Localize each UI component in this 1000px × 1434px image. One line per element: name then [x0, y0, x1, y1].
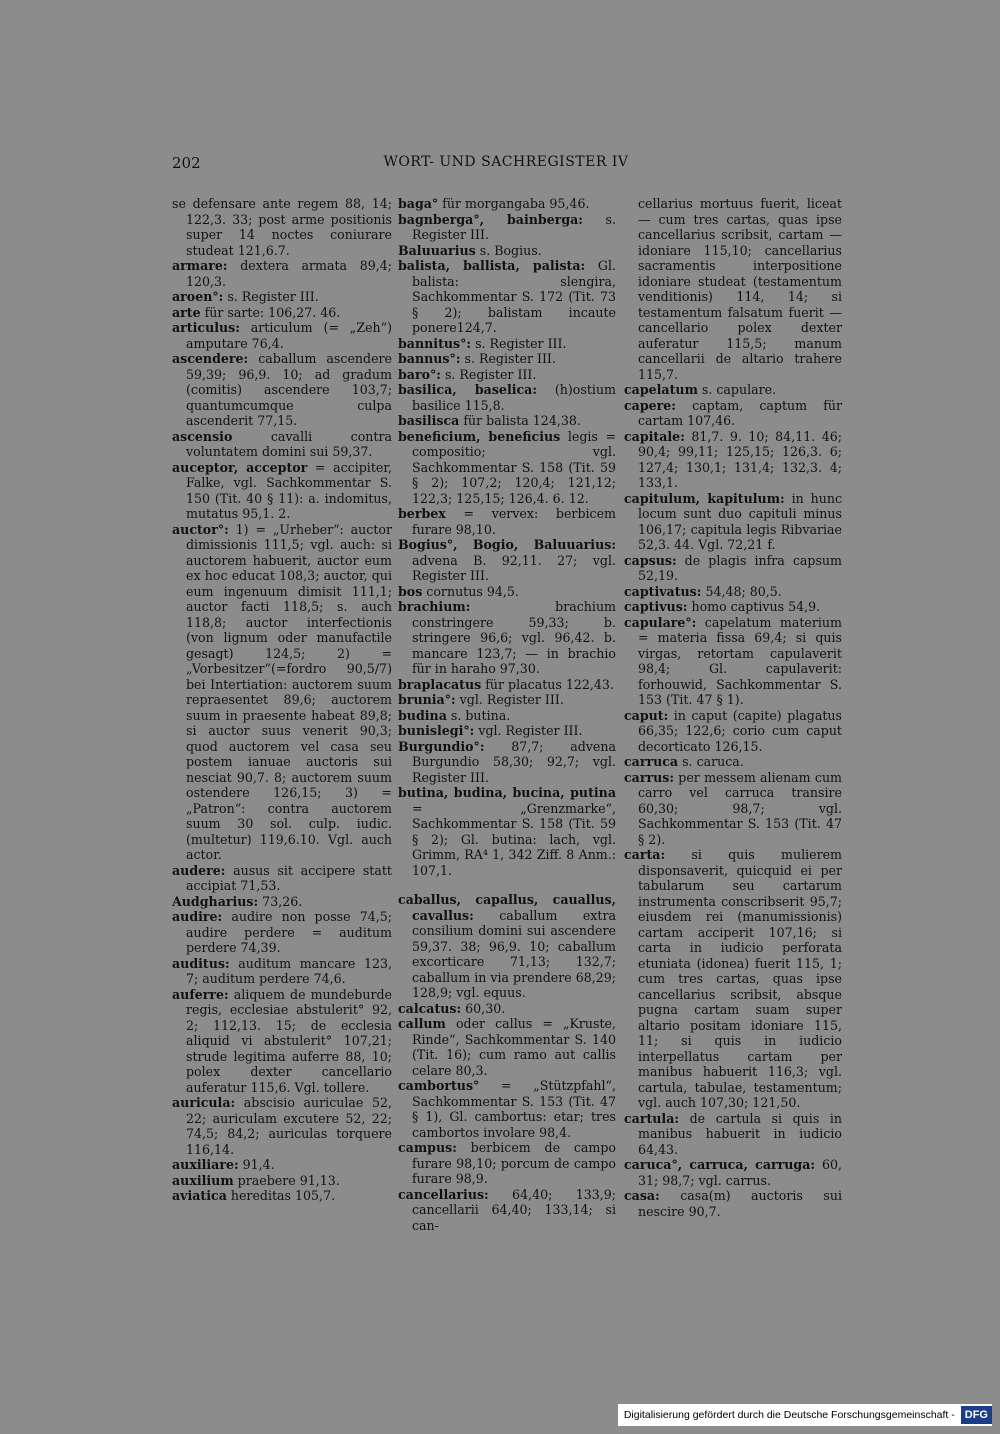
- entry-headword: carruca: [624, 754, 679, 769]
- entry-text: se defensare ante regem 88, 14; 122,3. 33; post arme positionis super 14 noctes coniurare studeat 121,6.7.: [172, 196, 392, 258]
- index-entry: [398, 367, 616, 383]
- entry-headword: caput:: [624, 707, 669, 723]
- entry-text: Gl. balista: slengira, Sachkommentar S. 172 (Tit. 73 § 2); balistam incaute ponere124,7.: [412, 258, 616, 335]
- index-entry: [172, 956, 392, 987]
- entry-text: casa(m) auctoris sui nescire 90,7.: [638, 1188, 842, 1219]
- index-entry: [398, 723, 616, 739]
- index-entry: [398, 413, 616, 429]
- entry-text: advena B. 92,11. 27; vgl. Register III.: [412, 552, 616, 583]
- running-title: WORT- UND SACHREGISTER IV: [383, 154, 629, 170]
- index-entry: [398, 708, 616, 724]
- index-entry: [172, 289, 392, 305]
- entry-text: capelatum materium = materia fissa 69,4; si quis virgas, retortam capulaverit 98,4; Gl. capulaverit: forhouwid, Sachkommentar S. 153 (Tit. 47 § 1).: [638, 614, 842, 707]
- index-entry: [172, 429, 392, 460]
- entry-text: für balista 124,38.: [459, 413, 581, 428]
- entry-text: si quis mulierem disponsaverit, quicquid ei per tabularum seu cartarum instrumenta conscribserit 95,7; eiusdem rei (manumissionis) cartam acciperit 107,16; si carta in iudicio perforata etuniata (idonea) fuerit 115, 1; cum tres cartas, quas ipse cancellarius scribsit, absque pugna cartam suam super altario positam idoniare 115, 11; si quis in iudicio interpellatus cartam per manibus habuerit 116,3; vgl. cartula, tabulae, testamentum; vgl. auch 107,30; 121,50.: [638, 847, 842, 1110]
- entry-text: cavalli contra voluntatem domini sui 59,37.: [186, 428, 392, 459]
- index-entry: [398, 258, 616, 336]
- entry-headword: callum: [398, 1016, 446, 1031]
- index-entry: [398, 537, 616, 584]
- entry-text: vgl. Register III.: [455, 692, 564, 707]
- entry-text: s. Bogius.: [475, 242, 542, 258]
- entry-text: dextera armata 89,4; 120,3.: [186, 258, 392, 289]
- index-column-1: [172, 196, 392, 1204]
- entry-text: s. butina.: [446, 707, 511, 723]
- entry-headword: Baluuarius: [398, 242, 476, 258]
- entry-text: s. Register III.: [412, 211, 616, 242]
- footer-text: Digitalisierung gefördert durch die Deutsche Forschungsgemeinschaft -: [623, 1409, 955, 1421]
- entry-headword: captivus:: [624, 599, 688, 614]
- entry-headword: aroen°:: [172, 289, 224, 304]
- entry-headword: bos: [398, 583, 423, 599]
- entry-headword: braplacatus: [398, 676, 482, 692]
- entry-text: = vervex: berbicem furare 98,10.: [412, 506, 616, 537]
- index-entry: [398, 1187, 616, 1234]
- entry-headword: ascendere:: [172, 351, 249, 366]
- entry-headword: brachium:: [398, 599, 471, 614]
- index-entry: [172, 1173, 392, 1189]
- section-gap: [398, 878, 616, 892]
- entry-headword: audire:: [172, 909, 223, 924]
- index-entry: [624, 708, 842, 755]
- entry-text: homo captivus 54,9.: [687, 599, 821, 614]
- digitization-footer: [618, 1404, 992, 1426]
- entry-headword: Audgharius:: [172, 893, 259, 909]
- entry-text: 91,4.: [238, 1157, 275, 1172]
- entry-text: in caput (capite) plagatus 66,35; 122,6; corio cum caput decorticato 126,15.: [638, 707, 842, 754]
- index-entry: [624, 599, 842, 615]
- entry-text: berbicem de campo furare 98,10; porcum de campo furare 98,9.: [412, 1140, 616, 1186]
- entry-headword: arte: [172, 304, 201, 320]
- index-entry: [624, 615, 842, 708]
- entry-headword: capulare°:: [624, 614, 697, 630]
- dfg-logo: DFG: [961, 1406, 992, 1424]
- entry-headword: baro°:: [398, 366, 441, 382]
- entry-text: auditum mancare 123, 7; auditum perdere 74,6.: [186, 955, 392, 986]
- entry-headword: auditus:: [172, 955, 230, 971]
- entry-headword: armare:: [172, 258, 228, 273]
- index-entry: [398, 351, 616, 367]
- index-entry: [398, 1078, 616, 1140]
- index-entry: [398, 739, 616, 786]
- index-entry: [172, 863, 392, 894]
- entry-headword: cancellarius:: [398, 1186, 489, 1202]
- entry-text: 54,48; 80,5.: [701, 583, 782, 599]
- index-entry: [624, 847, 842, 1111]
- entry-text: ausus sit accipere statt accipiat 71,53.: [186, 862, 392, 893]
- entry-text: vgl. Register III.: [474, 723, 583, 738]
- entry-headword: baga°: [398, 196, 439, 211]
- entry-text: captam, captum für cartam 107,46.: [638, 397, 842, 428]
- entry-text: de cartula si quis in manibus habuerit in iudicio 64,43.: [638, 1110, 842, 1157]
- entry-text: cornutus 94,5.: [422, 583, 519, 599]
- entry-text: in hunc locum sunt duo capituli minus 106,17; capitula legis Ribvariae 52,3. 44. Vgl. 72,21 f.: [638, 490, 842, 552]
- index-entry: [172, 305, 392, 321]
- entry-headword: capere:: [624, 397, 676, 413]
- index-entry: [624, 429, 842, 491]
- index-entry: [172, 460, 392, 522]
- index-entry: [624, 382, 842, 398]
- entry-text: = accipiter, Falke, vgl. Sachkommentar S. 150 (Tit. 40 § 11): a. indomitus, mutatus 95,1. 2.: [186, 459, 392, 521]
- entry-headword: beneficium, beneficius: [398, 428, 561, 444]
- entry-headword: ascensio: [172, 428, 233, 444]
- index-entry: [624, 754, 842, 770]
- entry-text: legis = compositio; vgl. Sachkommentar S. 158 (Tit. 59 § 2); 107,2; 120,4; 121,12; 122,3; 125,15; 126,4. 6. 12.: [412, 428, 616, 506]
- page-header: [172, 154, 840, 178]
- entry-text: = „Stützpfahl“, Sachkommentar S. 153 (Tit. 47 § 1), Gl. cambortus: etar; tres cambortos involare 98,4.: [412, 1078, 616, 1140]
- entry-text: audire non posse 74,5; audire perdere = auditum perdere 74,39.: [186, 909, 392, 955]
- entry-headword: Bogius°, Bogio, Baluuarius:: [398, 537, 616, 552]
- entry-headword: Burgundio°:: [398, 738, 485, 754]
- index-entry: [624, 1188, 842, 1219]
- entry-headword: auxiliare:: [172, 1157, 239, 1172]
- entry-headword: butina, budina, bucina, putina: [398, 785, 616, 800]
- index-entry: [172, 196, 392, 258]
- index-entry: [172, 320, 392, 351]
- entry-headword: audere:: [172, 862, 226, 878]
- entry-headword: auxilium: [172, 1172, 234, 1188]
- entry-headword: basilisca: [398, 413, 460, 428]
- index-entry: [624, 770, 842, 848]
- entry-headword: capsus:: [624, 552, 677, 568]
- entry-text: brachium constringere 59,33; b. stringere 96,6; vgl. 96,42. b. mancare 123,7; — in brachio für in haraho 97,30.: [412, 599, 616, 676]
- entry-headword: auctor°:: [172, 521, 229, 537]
- index-entry: [172, 351, 392, 429]
- index-entry: [172, 1095, 392, 1157]
- entry-text: de plagis infra capsum 52,19.: [638, 552, 842, 583]
- index-entry: [398, 429, 616, 507]
- entry-text: 64,40; 133,9; cancellarii 64,40; 133,14; si can-: [412, 1186, 616, 1233]
- entry-headword: auferre:: [172, 986, 229, 1002]
- entry-text: 60,30.: [461, 1000, 506, 1016]
- entry-text: 60, 31; 98,7; vgl. carrus.: [638, 1157, 842, 1188]
- entry-text: hereditas 105,7.: [226, 1188, 336, 1203]
- entry-text: oder callus = „Kruste, Rinde“, Sachkommentar S. 140 (Tit. 16); cum ramo aut callis celare 80,3.: [412, 1016, 616, 1078]
- index-entry: [398, 785, 616, 878]
- entry-text: praebere 91,13.: [233, 1172, 340, 1188]
- index-entry: [398, 382, 616, 413]
- entry-text: s. Register III.: [460, 351, 556, 366]
- index-entry: [172, 894, 392, 910]
- index-entry: [398, 599, 616, 677]
- entry-text: articulum (= „Zeh“) amputare 76,4.: [186, 320, 392, 351]
- entry-headword: auceptor, acceptor: [172, 459, 308, 475]
- entry-text: 81,7. 9. 10; 84,11. 46; 90,4; 99,11; 125,15; 126,3. 6; 127,4; 130,1; 131,4; 132,3. 4; 133,1.: [638, 428, 842, 490]
- index-entry: [398, 212, 616, 243]
- index-entry: [398, 892, 616, 1001]
- entry-headword: caruca°, carruca, carruga:: [624, 1157, 816, 1172]
- entry-text: s. Register III.: [471, 335, 567, 351]
- entry-headword: basilica, baselica:: [398, 382, 537, 397]
- entry-headword: bannus°:: [398, 351, 461, 366]
- entry-headword: bunislegi°:: [398, 723, 475, 738]
- entry-text: cellarius mortuus fuerit, liceat — cum tres cartas, quas ipse cancellarius scribsit, cartam — idoniare 115,10; cancellarius sacramentis interpositione idoniare studeat (testamentum venditionis) 114, 14; si testamentum falsatum fuerit — cancellario polex dexter auferatur 115,5; manum cancellarii de altario trahere 115,7.: [638, 196, 842, 382]
- index-entry: [624, 584, 842, 600]
- index-entry: [398, 584, 616, 600]
- entry-text: für placatus 122,43.: [481, 676, 614, 692]
- entry-headword: auricula:: [172, 1095, 236, 1110]
- entry-headword: campus:: [398, 1140, 457, 1155]
- index-column-3: [624, 196, 842, 1219]
- entry-text: caballum ascendere 59,39; 96,9. 10; ad gradum (comitis) ascendere 103,7; quantumcumque culpa ascenderit 77,15.: [186, 351, 392, 428]
- entry-headword: articulus:: [172, 320, 240, 335]
- index-entry: [398, 336, 616, 352]
- entry-headword: berbex: [398, 506, 446, 521]
- entry-text: s. Register III.: [440, 366, 537, 382]
- entry-headword: casa:: [624, 1188, 660, 1203]
- entry-text: (h)ostium basilice 115,8.: [412, 382, 616, 413]
- index-entry: [398, 1016, 616, 1078]
- index-column-2: [398, 196, 616, 1233]
- entry-headword: capelatum: [624, 382, 698, 397]
- entry-headword: brunia°:: [398, 692, 456, 707]
- index-entry: [624, 196, 842, 382]
- index-entry: [624, 553, 842, 584]
- entry-headword: bagnberga°, bainberga:: [398, 211, 583, 227]
- entry-headword: captivatus:: [624, 583, 702, 599]
- entry-headword: budina: [398, 707, 447, 723]
- index-entry: [624, 1111, 842, 1158]
- entry-text: für morgangaba 95,46.: [438, 196, 590, 211]
- page-number: 202: [172, 154, 201, 172]
- index-entry: [172, 987, 392, 1096]
- entry-headword: capitulum, kapitulum:: [624, 490, 785, 506]
- index-entry: [398, 196, 616, 212]
- entry-text: aliquem de mundeburde regis, ecclesiae abstulerit° 92, 2; 112,13. 15; de ecclesia aliquid vi abstulerit° 107,21; strude legitima auferre 88, 10; polex dexter cancellario auferatur 115,6. Vgl. tollere.: [186, 986, 392, 1095]
- entry-text: per messem alienam cum carro vel carruca transire 60,30; 98,7; vgl. Sachkommentar S. 153 (Tit. 47 § 2).: [638, 769, 842, 847]
- index-entry: [398, 1140, 616, 1187]
- entry-text: s. Register III.: [223, 289, 319, 304]
- entry-headword: aviatica: [172, 1188, 227, 1203]
- entry-text: 1) = „Urheber“: auctor dimissionis 111,5; vgl. auch: si auctorem habuerit, auctor eum ex hoc educat 108,3; auctor, qui eum ingenuum dimisit 111,1; auctor facti 118,5; s. auch 118,8; auctor interfectionis (von lignum oder manufactile gesagt) 124,5; 2) = „Vorbesitzer“(=fordro 90,5/7) bei Intertiation: auctorem suum repraesentet 89,6; auctorem suum in praesente habeat 89,8; si auctor suus venerit 90,3; quod auctorem vel casa seu postem ianuae auctoris sui nesciat 90,7. 8; auctorem suum ostendere 126,15; 3) = „Patron“: contra auctorem suum 30 sol. culp. iudic. (multetur) 119,6.10. Vgl. auch actor.: [186, 521, 392, 862]
- index-entry: [624, 1157, 842, 1188]
- index-entry: [398, 243, 616, 259]
- entry-headword: capitale:: [624, 428, 685, 444]
- entry-text: abscisio auriculae 52, 22; auriculam excutere 52, 22; 74,5; 84,2; auriculas torquere 116,14.: [186, 1095, 392, 1157]
- entry-headword: carta:: [624, 847, 666, 862]
- index-entry: [172, 522, 392, 863]
- entry-headword: cambortus°: [398, 1078, 480, 1093]
- entry-text: 73,26.: [258, 893, 303, 909]
- entry-headword: carrus:: [624, 769, 674, 785]
- entry-headword: caballus, capallus, cauallus, cavallus:: [398, 892, 616, 923]
- entry-headword: calcatus:: [398, 1000, 462, 1016]
- entry-headword: bannitus°:: [398, 335, 472, 351]
- entry-text: 87,7; advena Burgundio 58,30; 92,7; vgl. Register III.: [412, 738, 616, 785]
- index-entry: [172, 909, 392, 956]
- entry-text: für sarte: 106,27. 46.: [200, 304, 341, 320]
- index-entry: [398, 677, 616, 693]
- entry-headword: cartula:: [624, 1110, 680, 1126]
- index-entry: [172, 1188, 392, 1204]
- entry-text: caballum extra consilium domini sui ascendere 59,37. 38; 96,9. 10; caballum excorticare 71,13; 132,7; caballum in via prendere 68,29; 128,9; vgl. equus.: [412, 907, 616, 1000]
- index-entry: [624, 398, 842, 429]
- entry-text: s. capulare.: [697, 382, 777, 397]
- entry-headword: balista, ballista, palista:: [398, 258, 586, 273]
- index-entry: [398, 1001, 616, 1017]
- entry-text: = „Grenzmarke“, Sachkommentar S. 158 (Tit. 59 § 2); Gl. butina: lach, vgl. Grimm, RA⁴ 1, 342 Ziff. 8 Anm.: 107,1.: [412, 800, 616, 878]
- index-entry: [172, 258, 392, 289]
- index-entry: [624, 491, 842, 553]
- index-entry: [172, 1157, 392, 1173]
- entry-text: s. caruca.: [678, 754, 744, 769]
- index-entry: [398, 692, 616, 708]
- index-entry: [398, 506, 616, 537]
